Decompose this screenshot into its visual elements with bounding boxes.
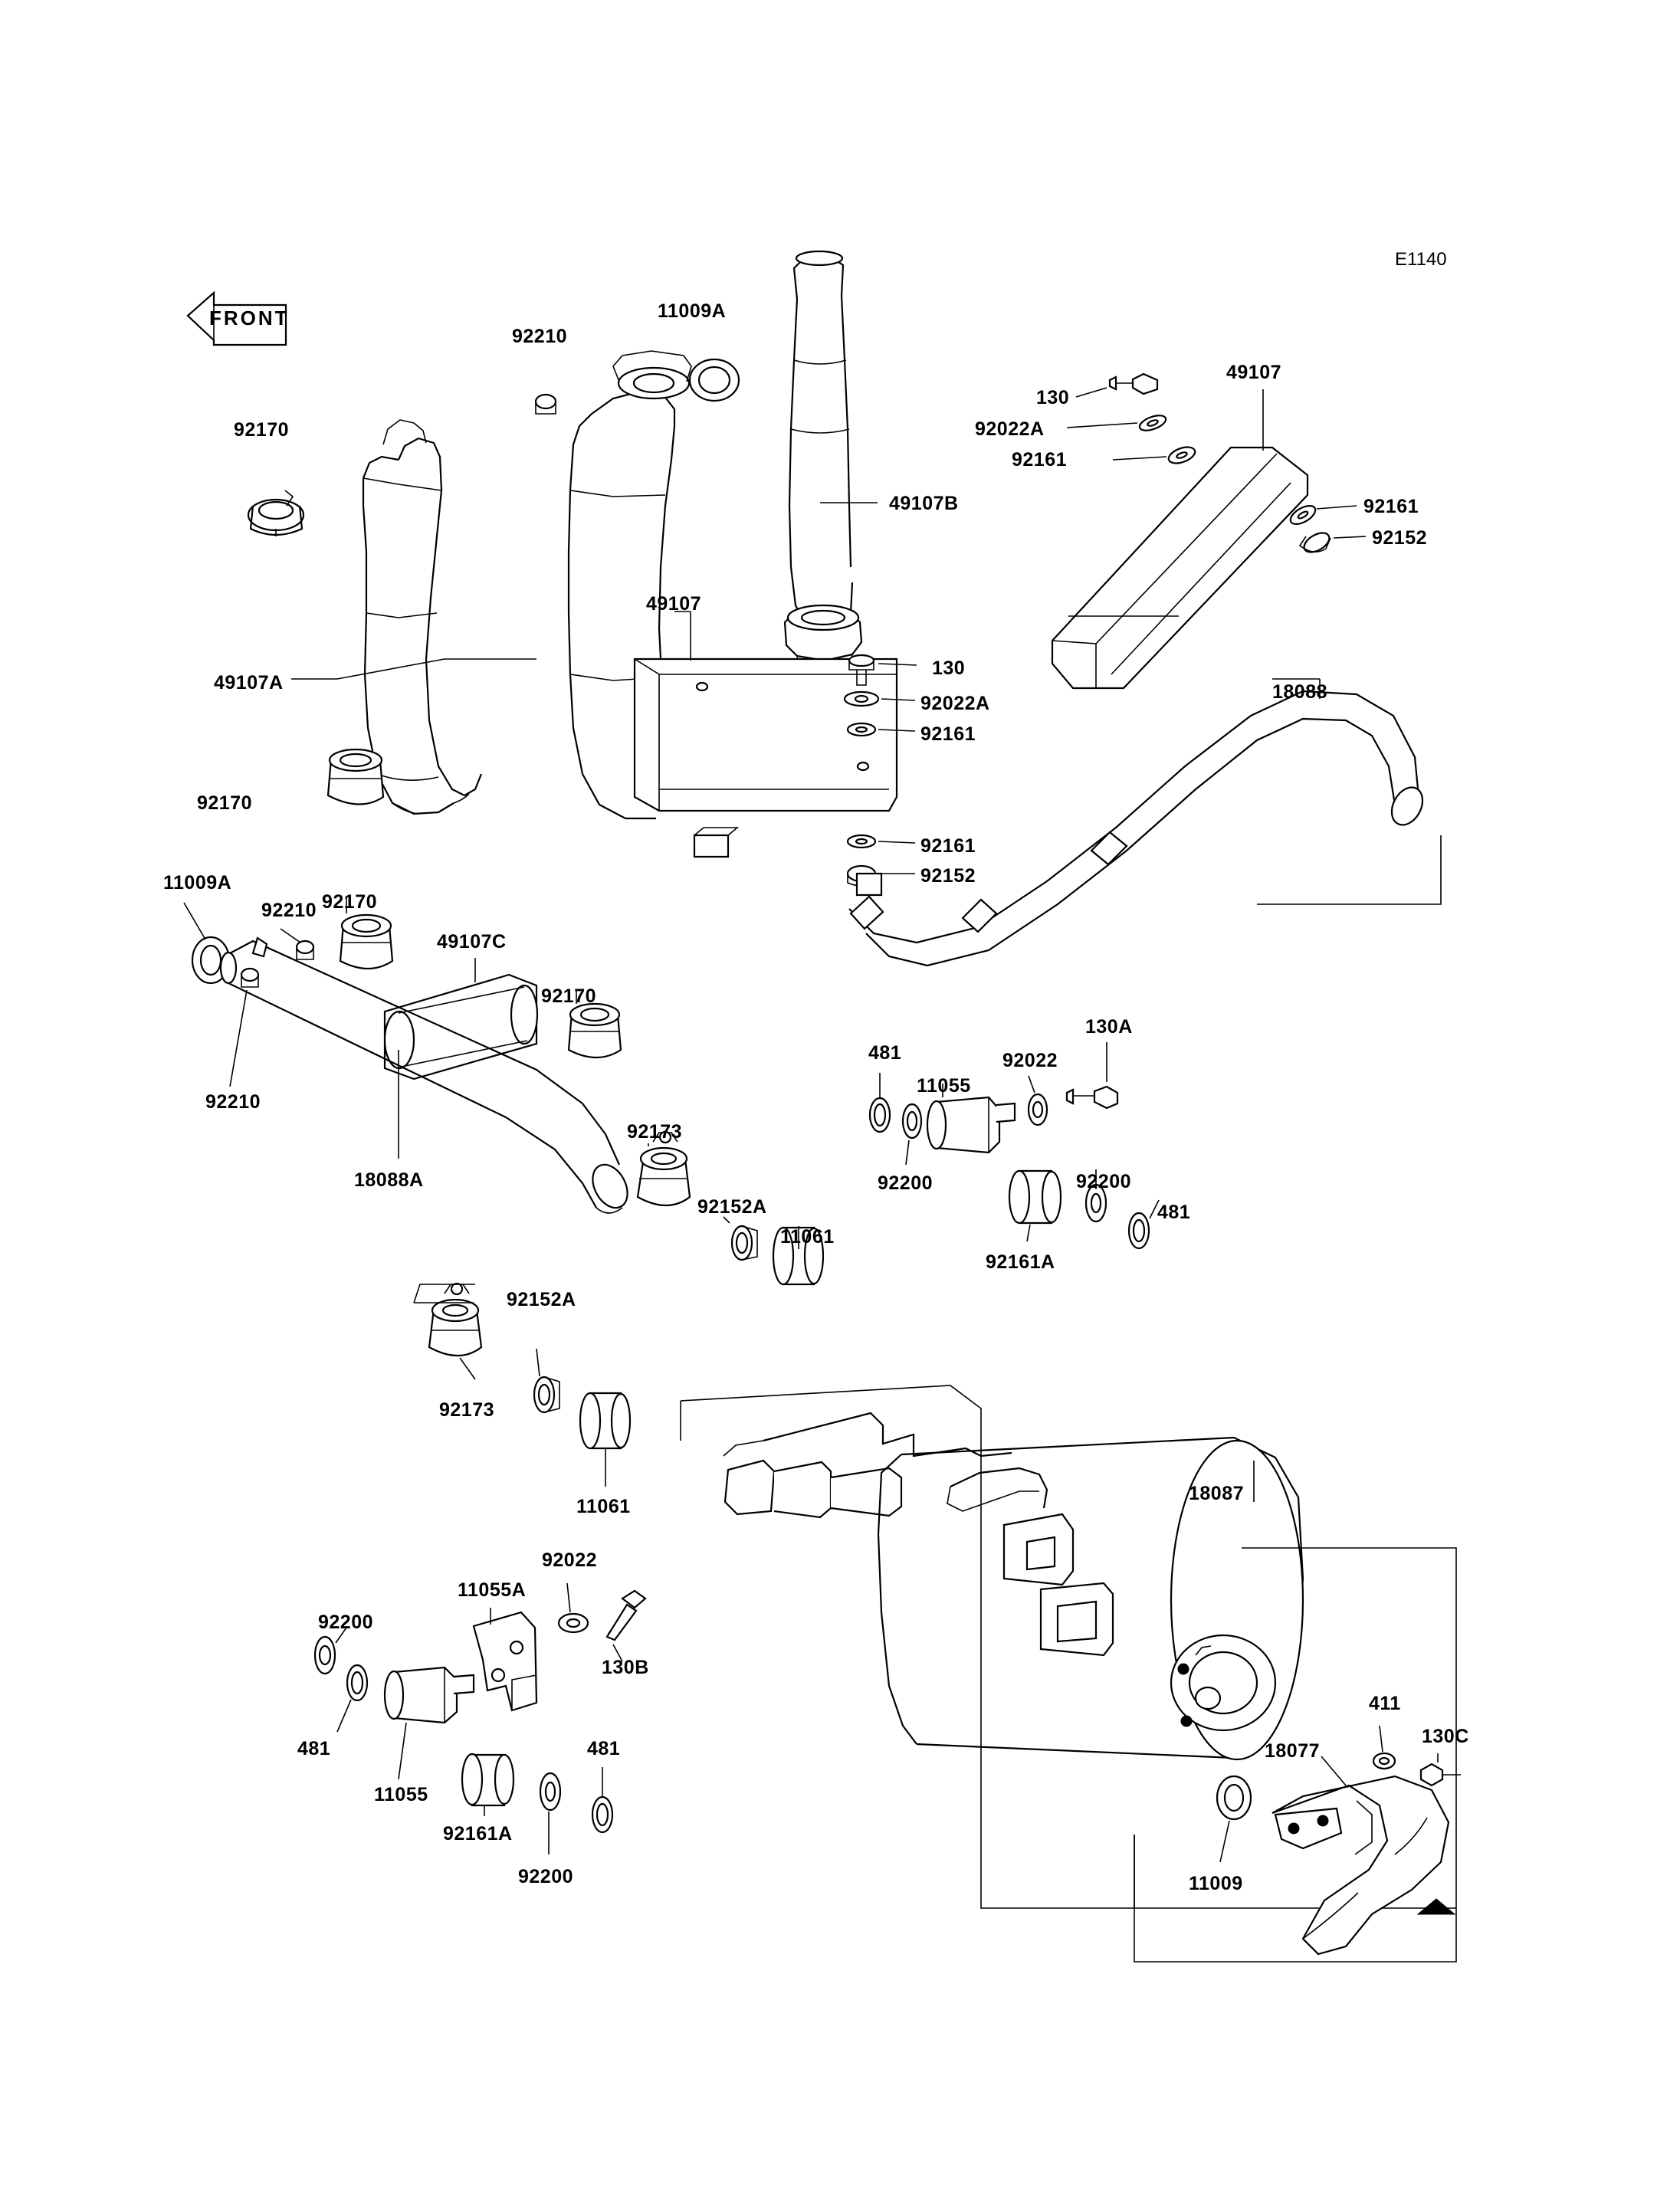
part-92173-clamp-b bbox=[429, 1284, 481, 1356]
part-label-481-a: 481 bbox=[868, 1042, 902, 1064]
part-label-411: 411 bbox=[1369, 1693, 1401, 1714]
part-label-130A: 130A bbox=[1085, 1016, 1133, 1038]
part-label-49107C: 49107C bbox=[437, 931, 507, 953]
part-92200-washer-c bbox=[315, 1637, 335, 1674]
part-label-130-right: 130 bbox=[1036, 387, 1070, 408]
part-label-11061-a: 11061 bbox=[780, 1226, 835, 1248]
front-label: FRONT bbox=[209, 307, 290, 330]
part-92170-clamp-d bbox=[569, 1004, 621, 1058]
part-label-49107A: 49107A bbox=[214, 672, 284, 694]
part-481-circlip-a bbox=[870, 1098, 890, 1132]
part-130B-bolt bbox=[607, 1591, 645, 1640]
part-92210-bolt-b bbox=[297, 941, 313, 959]
part-label-92161-right: 92161 bbox=[1012, 449, 1068, 471]
part-130A-bolt bbox=[1067, 1087, 1117, 1108]
part-label-92210-c: 92210 bbox=[205, 1091, 261, 1113]
part-92022-washer-a bbox=[1029, 1094, 1047, 1125]
part-label-92170-d: 92170 bbox=[541, 985, 597, 1007]
part-label-92200-a: 92200 bbox=[878, 1172, 934, 1194]
part-label-92173-a: 92173 bbox=[627, 1121, 683, 1143]
part-label-18077: 18077 bbox=[1265, 1740, 1321, 1762]
part-92200-washer-d bbox=[540, 1773, 560, 1810]
part-92152A-collar-a bbox=[732, 1226, 757, 1260]
part-label-481-b: 481 bbox=[1157, 1202, 1191, 1223]
part-411-washer bbox=[1373, 1753, 1395, 1769]
part-label-92022A-center: 92022A bbox=[920, 693, 990, 714]
part-label-92022-b: 92022 bbox=[542, 1549, 598, 1571]
part-11009A-gasket-a bbox=[690, 359, 739, 401]
part-label-130-center: 130 bbox=[932, 657, 966, 679]
part-92210-bolt-a bbox=[536, 395, 556, 414]
part-label-92161A-a: 92161A bbox=[986, 1251, 1055, 1273]
part-label-11009A: 11009A bbox=[658, 300, 727, 322]
part-label-49107-right: 49107 bbox=[1226, 362, 1282, 383]
part-label-92200-c: 92200 bbox=[318, 1612, 374, 1633]
diagram-code: E1140 bbox=[1395, 249, 1447, 270]
part-92200-washer-a bbox=[903, 1104, 921, 1138]
part-49107C-heat-shield bbox=[385, 975, 537, 1079]
part-92161A-collar-a bbox=[1009, 1171, 1061, 1223]
part-label-92161-center: 92161 bbox=[920, 723, 976, 745]
part-label-92152A-b: 92152A bbox=[507, 1289, 576, 1310]
part-label-130C: 130C bbox=[1422, 1726, 1469, 1747]
part-label-92152-center: 92152 bbox=[920, 865, 976, 887]
part-label-11055-b: 11055 bbox=[374, 1784, 428, 1805]
part-49107-heat-shield-right bbox=[1052, 389, 1308, 688]
part-130-bolt-right bbox=[1110, 374, 1157, 394]
part-92170-clamp-a bbox=[248, 490, 304, 536]
part-label-481-d: 481 bbox=[587, 1738, 621, 1759]
part-label-92161A-b: 92161A bbox=[443, 1823, 513, 1844]
part-481-circlip-d bbox=[592, 1797, 612, 1832]
part-label-18087: 18087 bbox=[1189, 1483, 1245, 1504]
part-92161-collar-center bbox=[848, 723, 875, 736]
part-92152A-collar-b bbox=[534, 1377, 559, 1412]
part-label-481-c: 481 bbox=[297, 1738, 331, 1759]
part-label-92210-b: 92210 bbox=[261, 900, 317, 921]
part-label-11055-a: 11055 bbox=[917, 1075, 971, 1097]
part-label-92152-right: 92152 bbox=[1372, 527, 1428, 549]
part-92022A-washer-center bbox=[845, 692, 878, 706]
part-92170-clamp-b bbox=[328, 749, 383, 805]
part-label-130B: 130B bbox=[602, 1657, 649, 1678]
part-11055A-bracket bbox=[474, 1612, 536, 1710]
part-label-92210: 92210 bbox=[512, 326, 568, 347]
part-18077-spark-arrester bbox=[1272, 1776, 1455, 1954]
part-92022-washer-b bbox=[559, 1614, 588, 1632]
part-label-92170-b: 92170 bbox=[197, 792, 253, 814]
part-49107A-exhaust-pipe bbox=[363, 420, 481, 814]
part-481-circlip-c bbox=[347, 1665, 367, 1700]
part-92022A-washer-right bbox=[1137, 412, 1167, 433]
part-92161-collar-center-2 bbox=[848, 835, 875, 848]
part-label-49107-center: 49107 bbox=[646, 593, 702, 615]
part-11009-gasket bbox=[1217, 1776, 1251, 1819]
part-label-92170: 92170 bbox=[234, 419, 290, 441]
part-92152-collar-right bbox=[1300, 529, 1333, 556]
part-label-92022-a: 92022 bbox=[1002, 1050, 1058, 1071]
part-label-92152A-a: 92152A bbox=[697, 1196, 767, 1218]
part-label-92173-b: 92173 bbox=[439, 1399, 495, 1421]
part-11055-bracket-b bbox=[385, 1667, 474, 1723]
part-label-11055A: 11055A bbox=[458, 1579, 527, 1601]
part-92170-clamp-c bbox=[340, 915, 392, 969]
part-label-49107B: 49107B bbox=[889, 493, 959, 514]
part-92210-bolt-c bbox=[241, 969, 258, 987]
part-label-18088A: 18088A bbox=[354, 1169, 424, 1191]
part-label-18088: 18088 bbox=[1272, 681, 1328, 703]
part-label-92200-b: 92200 bbox=[1076, 1171, 1132, 1192]
part-92161A-collar-b bbox=[462, 1754, 514, 1805]
part-label-11009: 11009 bbox=[1189, 1873, 1243, 1894]
part-label-92161-right-2: 92161 bbox=[1363, 496, 1419, 517]
part-11061-gasket-b bbox=[580, 1393, 630, 1448]
part-481-circlip-b bbox=[1129, 1213, 1149, 1248]
part-label-92170-c: 92170 bbox=[322, 891, 378, 913]
part-92161-collar-right bbox=[1166, 444, 1197, 466]
part-label-92161-center-2: 92161 bbox=[920, 835, 976, 857]
part-11055-bracket-a bbox=[927, 1097, 1015, 1153]
part-label-11061-b: 11061 bbox=[576, 1496, 631, 1517]
part-label-92022A-right: 92022A bbox=[975, 418, 1045, 440]
part-130C-bolt bbox=[1421, 1764, 1461, 1785]
part-label-92200-d: 92200 bbox=[518, 1866, 574, 1887]
part-label-11009A-b: 11009A bbox=[163, 872, 232, 894]
